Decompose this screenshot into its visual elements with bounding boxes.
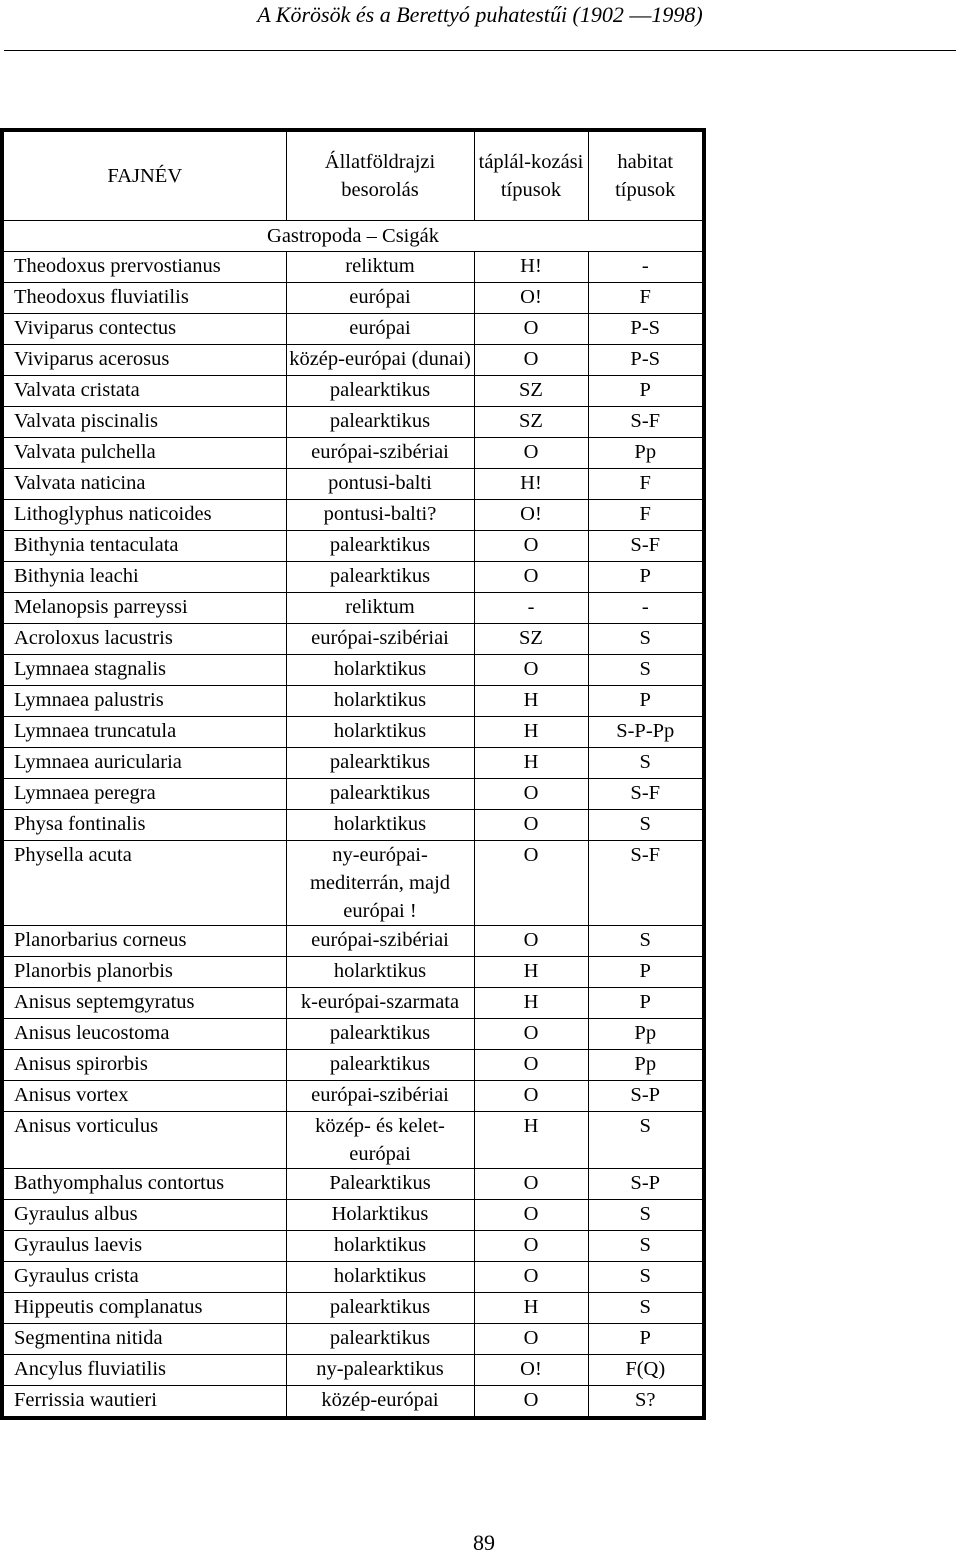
habitat-type-cell: S-F: [588, 407, 704, 438]
habitat-type-cell: P: [588, 957, 704, 988]
habitat-type-cell: F: [588, 283, 704, 314]
zoogeography-cell: palearktikus: [286, 531, 474, 562]
habitat-type-cell: P: [588, 1324, 704, 1355]
species-name-cell: Lithoglyphus naticoides: [2, 500, 286, 531]
zoogeography-cell: pontusi-balti: [286, 469, 474, 500]
species-name-cell: Lymnaea peregra: [2, 779, 286, 810]
species-name-cell: Theodoxus prervostianus: [2, 252, 286, 283]
habitat-type-cell: F: [588, 500, 704, 531]
feeding-type-cell: H: [474, 988, 588, 1019]
table-row: [2, 376, 704, 407]
running-head: A Körösök és a Berettyó puhatestűi (1902 ––1998): [257, 2, 703, 27]
zoogeography-cell: holarktikus: [286, 957, 474, 988]
zoogeography-cell: közép- és kelet-európai: [286, 1112, 474, 1169]
habitat-type-cell: S: [588, 655, 704, 686]
species-name-cell: Planorbis planorbis: [2, 957, 286, 988]
feeding-type-cell: O: [474, 1019, 588, 1050]
table-row: [2, 1200, 704, 1231]
species-name-cell: Physa fontinalis: [2, 810, 286, 841]
table-row: [2, 438, 704, 469]
habitat-type-cell: P-S: [588, 345, 704, 376]
table-row: [2, 1169, 704, 1200]
header-habitat-type: habitat típusok: [588, 130, 704, 221]
species-name-cell: Planorbarius corneus: [2, 926, 286, 957]
table-row: [2, 841, 704, 926]
feeding-type-cell: O!: [474, 283, 588, 314]
zoogeography-cell: palearktikus: [286, 748, 474, 779]
habitat-type-cell: P: [588, 988, 704, 1019]
habitat-type-cell: S: [588, 810, 704, 841]
zoogeography-cell: k-európai-szarmata: [286, 988, 474, 1019]
habitat-type-cell: S: [588, 1262, 704, 1293]
zoogeography-cell: palearktikus: [286, 407, 474, 438]
species-name-cell: Viviparus acerosus: [2, 345, 286, 376]
feeding-type-cell: H!: [474, 469, 588, 500]
habitat-type-cell: S-P-Pp: [588, 717, 704, 748]
species-name-cell: Valvata piscinalis: [2, 407, 286, 438]
habitat-type-cell: S: [588, 926, 704, 957]
feeding-type-cell: O: [474, 1081, 588, 1112]
species-name-cell: Lymnaea stagnalis: [2, 655, 286, 686]
zoogeography-cell: európai-szibériai: [286, 438, 474, 469]
habitat-type-cell: P: [588, 686, 704, 717]
habitat-type-cell: P-S: [588, 314, 704, 345]
header-feeding-type: táplál-kozási típusok: [474, 130, 588, 221]
species-name-cell: Anisus vorticulus: [2, 1112, 286, 1169]
zoogeography-cell: palearktikus: [286, 779, 474, 810]
species-name-cell: Valvata naticina: [2, 469, 286, 500]
species-name-cell: Segmentina nitida: [2, 1324, 286, 1355]
feeding-type-cell: O: [474, 438, 588, 469]
table-row: [2, 1112, 704, 1169]
zoogeography-cell: reliktum: [286, 593, 474, 624]
table-row: [2, 252, 704, 283]
zoogeography-cell: ny-palearktikus: [286, 1355, 474, 1386]
feeding-type-cell: O: [474, 1262, 588, 1293]
zoogeography-cell: palearktikus: [286, 1019, 474, 1050]
habitat-type-cell: S-P: [588, 1169, 704, 1200]
zoogeography-cell: Holarktikus: [286, 1200, 474, 1231]
feeding-type-cell: O: [474, 655, 588, 686]
feeding-type-cell: O: [474, 314, 588, 345]
species-name-cell: Anisus leucostoma: [2, 1019, 286, 1050]
zoogeography-cell: Palearktikus: [286, 1169, 474, 1200]
zoogeography-cell: holarktikus: [286, 655, 474, 686]
feeding-type-cell: O: [474, 841, 588, 926]
header-rule: [4, 50, 956, 51]
feeding-type-cell: O: [474, 1050, 588, 1081]
table-row: [2, 562, 704, 593]
table-row: [2, 593, 704, 624]
habitat-type-cell: F(Q): [588, 1355, 704, 1386]
table-row: [2, 779, 704, 810]
species-name-cell: Theodoxus fluviatilis: [2, 283, 286, 314]
table-row: [2, 957, 704, 988]
header-zoogeography: Állatföldrajzi besorolás: [286, 130, 474, 221]
feeding-type-cell: O: [474, 926, 588, 957]
feeding-type-cell: H: [474, 748, 588, 779]
header-species-name: FAJNÉV: [2, 130, 286, 221]
feeding-type-cell: SZ: [474, 376, 588, 407]
species-name-cell: Ferrissia wautieri: [2, 1386, 286, 1419]
header-row: [2, 130, 704, 221]
species-name-cell: Gyraulus crista: [2, 1262, 286, 1293]
zoogeography-cell: európai-szibériai: [286, 1081, 474, 1112]
habitat-type-cell: S?: [588, 1386, 704, 1419]
feeding-type-cell: O: [474, 531, 588, 562]
habitat-type-cell: P: [588, 562, 704, 593]
feeding-type-cell: O: [474, 1386, 588, 1419]
feeding-type-cell: O: [474, 345, 588, 376]
zoogeography-cell: palearktikus: [286, 562, 474, 593]
species-name-cell: Gyraulus laevis: [2, 1231, 286, 1262]
zoogeography-cell: európai-szibériai: [286, 926, 474, 957]
zoogeography-cell: holarktikus: [286, 810, 474, 841]
feeding-type-cell: H: [474, 1293, 588, 1324]
habitat-type-cell: S: [588, 1200, 704, 1231]
table-row: [2, 717, 704, 748]
feeding-type-cell: O: [474, 810, 588, 841]
table-row: [2, 810, 704, 841]
species-table: [0, 128, 706, 1420]
zoogeography-cell: közép-európai (dunai): [286, 345, 474, 376]
table-row: [2, 345, 704, 376]
zoogeography-cell: holarktikus: [286, 717, 474, 748]
habitat-type-cell: S-F: [588, 531, 704, 562]
feeding-type-cell: H: [474, 957, 588, 988]
habitat-type-cell: Pp: [588, 1019, 704, 1050]
habitat-type-cell: S: [588, 624, 704, 655]
feeding-type-cell: H!: [474, 252, 588, 283]
zoogeography-cell: európai: [286, 283, 474, 314]
species-name-cell: Acroloxus lacustris: [2, 624, 286, 655]
species-name-cell: Gyraulus albus: [2, 1200, 286, 1231]
zoogeography-cell: palearktikus: [286, 1324, 474, 1355]
table-row: [2, 314, 704, 345]
habitat-type-cell: S: [588, 1231, 704, 1262]
species-name-cell: Lymnaea palustris: [2, 686, 286, 717]
table-row: [2, 1231, 704, 1262]
zoogeography-cell: európai-szibériai: [286, 624, 474, 655]
species-name-cell: Bithynia tentaculata: [2, 531, 286, 562]
table-row: [2, 1293, 704, 1324]
feeding-type-cell: O: [474, 779, 588, 810]
feeding-type-cell: SZ: [474, 624, 588, 655]
zoogeography-cell: holarktikus: [286, 1262, 474, 1293]
species-name-cell: Valvata pulchella: [2, 438, 286, 469]
species-name-cell: Physella acuta: [2, 841, 286, 926]
table-row: [2, 1019, 704, 1050]
species-name-cell: Bithynia leachi: [2, 562, 286, 593]
zoogeography-cell: reliktum: [286, 252, 474, 283]
group-row: [2, 221, 704, 252]
feeding-type-cell: SZ: [474, 407, 588, 438]
table-row: [2, 624, 704, 655]
habitat-type-cell: S-F: [588, 779, 704, 810]
feeding-type-cell: O: [474, 1231, 588, 1262]
feeding-type-cell: O!: [474, 1355, 588, 1386]
habitat-type-cell: -: [588, 593, 704, 624]
zoogeography-cell: európai: [286, 314, 474, 345]
habitat-type-cell: Pp: [588, 1050, 704, 1081]
species-name-cell: Hippeutis complanatus: [2, 1293, 286, 1324]
feeding-type-cell: O!: [474, 500, 588, 531]
feeding-type-cell: H: [474, 1112, 588, 1169]
species-name-cell: Viviparus contectus: [2, 314, 286, 345]
table-row: [2, 1081, 704, 1112]
zoogeography-cell: holarktikus: [286, 686, 474, 717]
table-row: [2, 1386, 704, 1419]
species-name-cell: Valvata cristata: [2, 376, 286, 407]
page-number: 89: [473, 1530, 495, 1555]
species-name-cell: Anisus septemgyratus: [2, 988, 286, 1019]
species-name-cell: Melanopsis parreyssi: [2, 593, 286, 624]
species-name-cell: Ancylus fluviatilis: [2, 1355, 286, 1386]
table-row: [2, 988, 704, 1019]
habitat-type-cell: S: [588, 748, 704, 779]
species-name-cell: Lymnaea auricularia: [2, 748, 286, 779]
table-row: [2, 686, 704, 717]
species-name-cell: Lymnaea truncatula: [2, 717, 286, 748]
feeding-type-cell: O: [474, 1169, 588, 1200]
table-row: [2, 1262, 704, 1293]
table-row: [2, 655, 704, 686]
feeding-type-cell: -: [474, 593, 588, 624]
habitat-type-cell: F: [588, 469, 704, 500]
zoogeography-cell: pontusi-balti?: [286, 500, 474, 531]
feeding-type-cell: O: [474, 1200, 588, 1231]
zoogeography-cell: palearktikus: [286, 376, 474, 407]
species-name-cell: Anisus spirorbis: [2, 1050, 286, 1081]
table-row: [2, 531, 704, 562]
habitat-type-cell: S-P: [588, 1081, 704, 1112]
feeding-type-cell: H: [474, 686, 588, 717]
table-header: [2, 130, 704, 252]
habitat-type-cell: -: [588, 252, 704, 283]
table-row: [2, 748, 704, 779]
habitat-type-cell: P: [588, 376, 704, 407]
feeding-type-cell: O: [474, 1324, 588, 1355]
zoogeography-cell: ny-európai-mediterrán, majd európai !: [286, 841, 474, 926]
table-row: [2, 469, 704, 500]
feeding-type-cell: O: [474, 562, 588, 593]
habitat-type-cell: Pp: [588, 438, 704, 469]
table-row: [2, 500, 704, 531]
zoogeography-cell: holarktikus: [286, 1231, 474, 1262]
species-name-cell: Bathyomphalus contortus: [2, 1169, 286, 1200]
habitat-type-cell: S-F: [588, 841, 704, 926]
table-row: [2, 926, 704, 957]
table-row: [2, 1355, 704, 1386]
zoogeography-cell: palearktikus: [286, 1293, 474, 1324]
table-row: [2, 1050, 704, 1081]
table-row: [2, 1324, 704, 1355]
table-body: [2, 252, 704, 1419]
feeding-type-cell: H: [474, 717, 588, 748]
table-row: [2, 407, 704, 438]
zoogeography-cell: palearktikus: [286, 1050, 474, 1081]
table-row: [2, 283, 704, 314]
zoogeography-cell: közép-európai: [286, 1386, 474, 1419]
group-label: Gastropoda – Csigák: [2, 221, 704, 252]
habitat-type-cell: S: [588, 1293, 704, 1324]
species-name-cell: Anisus vortex: [2, 1081, 286, 1112]
habitat-type-cell: S: [588, 1112, 704, 1169]
